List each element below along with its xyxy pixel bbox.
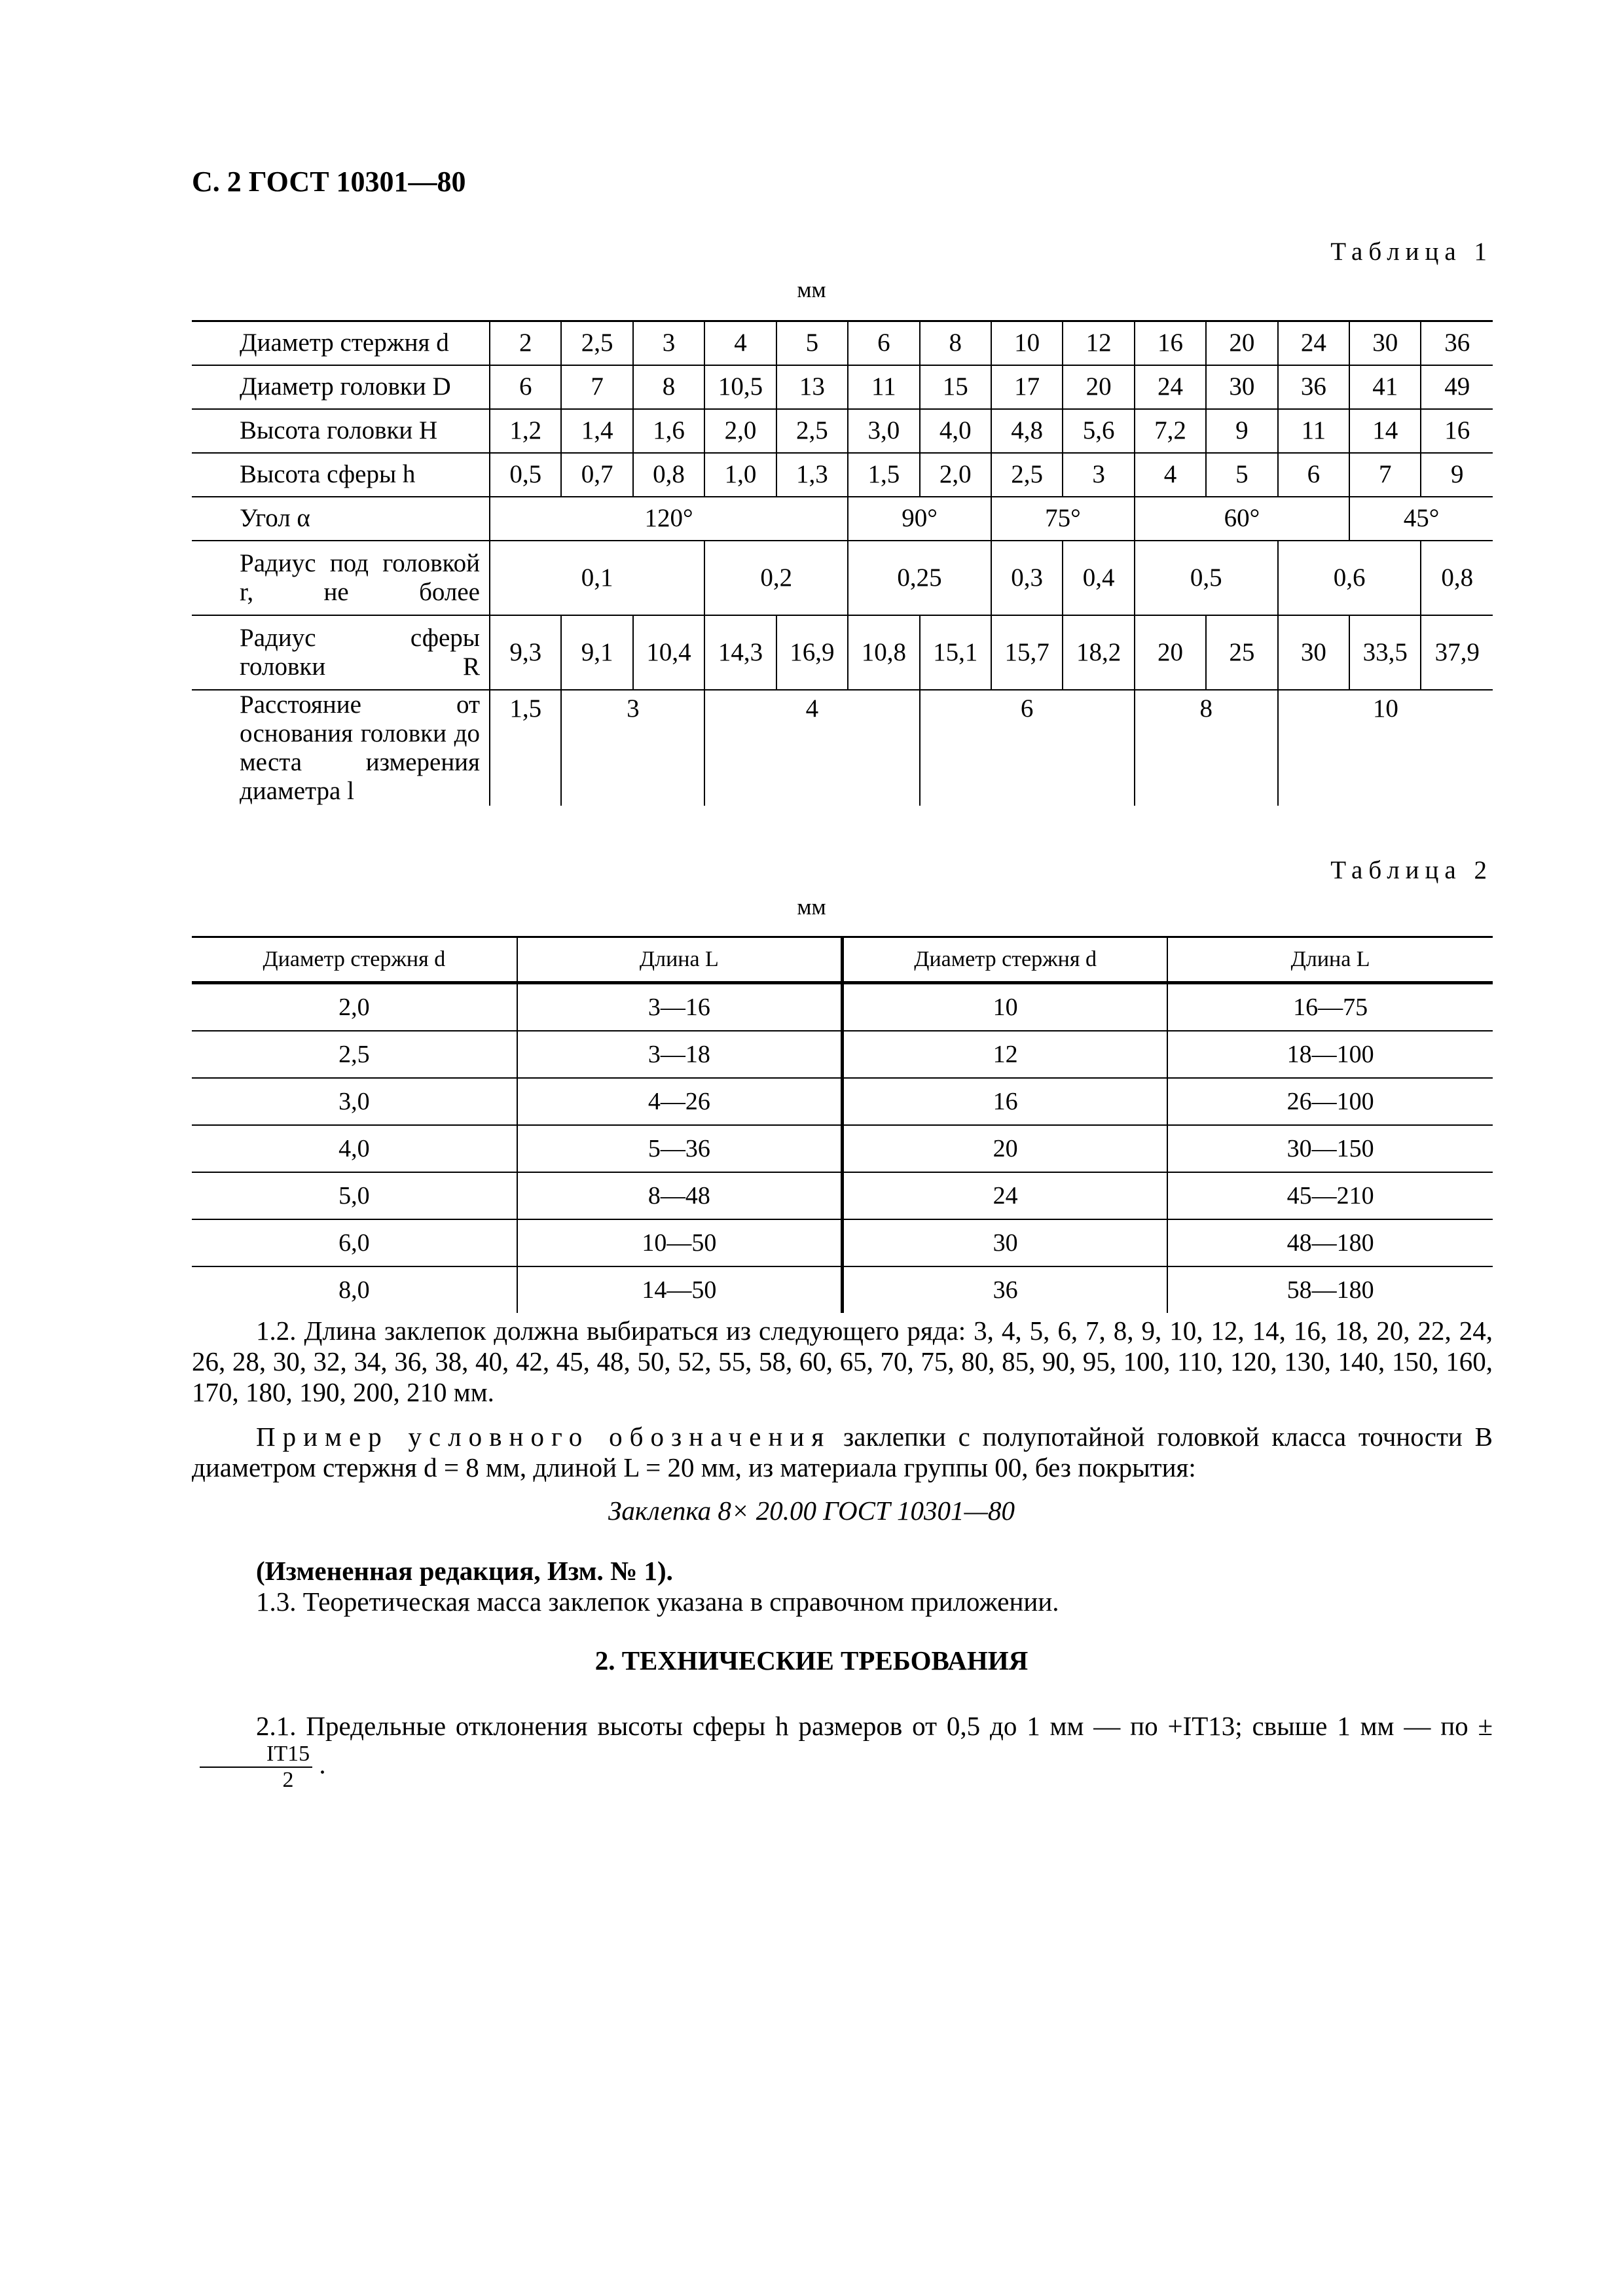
table1-cell: 2,0 bbox=[920, 453, 991, 497]
table1-cell: 3 bbox=[561, 690, 704, 806]
table1-cell: 60° bbox=[1135, 497, 1349, 541]
table1-cell: 20 bbox=[1135, 615, 1206, 690]
table1-cell: 24 bbox=[1135, 365, 1206, 409]
table1-cell: 90° bbox=[848, 497, 991, 541]
table1-cell: 10,8 bbox=[848, 615, 919, 690]
table1-cell: 16 bbox=[1135, 321, 1206, 365]
table1-cell: 13 bbox=[776, 365, 848, 409]
table2-cell: 4—26 bbox=[517, 1078, 843, 1125]
table2-row bbox=[192, 1219, 1493, 1266]
table1-row-label: Диаметр стержня d bbox=[192, 321, 490, 365]
fraction-denominator: 2 bbox=[282, 1768, 294, 1792]
table2-cell: 14—50 bbox=[517, 1266, 843, 1313]
table1-cell: 25 bbox=[1206, 615, 1277, 690]
table1-cell: 0,8 bbox=[633, 453, 704, 497]
page-header: С. 2 ГОСТ 10301—80 bbox=[192, 166, 466, 198]
table1-cell: 30 bbox=[1278, 615, 1349, 690]
table1-cell: 75° bbox=[991, 497, 1135, 541]
paragraph-2-1 bbox=[192, 1711, 1493, 1793]
table2-cell: 16—75 bbox=[1167, 983, 1493, 1031]
table1-cell: 20 bbox=[1063, 365, 1134, 409]
table1-cell: 15 bbox=[920, 365, 991, 409]
table1-cell: 2 bbox=[490, 321, 561, 365]
table1-row bbox=[192, 453, 1493, 497]
table1-cell: 0,7 bbox=[561, 453, 632, 497]
table2-cell: 6,0 bbox=[192, 1219, 517, 1266]
table1-cell: 6 bbox=[920, 690, 1135, 806]
table1-cell: 3 bbox=[633, 321, 704, 365]
table1-cell: 5,6 bbox=[1063, 409, 1134, 453]
table1-cell: 45° bbox=[1349, 497, 1493, 541]
table2-header-row bbox=[192, 937, 1493, 983]
table2-cell: 5—36 bbox=[517, 1125, 843, 1172]
table2-cell: 10—50 bbox=[517, 1219, 843, 1266]
table1-cell: 9 bbox=[1206, 409, 1277, 453]
table1-row-label: Высота головки H bbox=[192, 409, 490, 453]
table1-cell: 15,7 bbox=[991, 615, 1063, 690]
table2-cell: 30—150 bbox=[1167, 1125, 1493, 1172]
table1-cell: 1,4 bbox=[561, 409, 632, 453]
table1-cell: 10,5 bbox=[704, 365, 776, 409]
table1-cell: 11 bbox=[848, 365, 919, 409]
paragraph-1-2: 1.2. Длина заклепок должна выбираться из следующего ряда: 3, 4, 5, 6, 7, 8, 9, 10, 12, 14, 16, 18, 20, 22, 24, 26, 28, 30, 32, 34, 36, 38, 40, 42, 45, 48, 50, 52, 55, 58, 60, 65, 70, 75, 80, 85, 90, 95, 100, 110, 120, 130, 140, 150, 160, 170, 180, 190, 200, 210 мм. bbox=[192, 1316, 1493, 1407]
table1-row bbox=[192, 409, 1493, 453]
table1-cell: 1,2 bbox=[490, 409, 561, 453]
table2-cell: 24 bbox=[843, 1172, 1168, 1219]
table2-row bbox=[192, 1125, 1493, 1172]
table1-cell: 0,5 bbox=[490, 453, 561, 497]
table1-cell: 14,3 bbox=[704, 615, 776, 690]
table1-cell: 12 bbox=[1063, 321, 1134, 365]
table1-cell: 6 bbox=[1278, 453, 1349, 497]
table1-cell: 3,0 bbox=[848, 409, 919, 453]
table1-row bbox=[192, 541, 1493, 615]
table1-unit: мм bbox=[797, 277, 826, 302]
table2-header-diameter: Диаметр стержня d bbox=[843, 937, 1168, 983]
table1-cell: 0,2 bbox=[704, 541, 848, 615]
table1-row bbox=[192, 321, 1493, 365]
table1-cell: 5 bbox=[1206, 453, 1277, 497]
table1-cell: 2,5 bbox=[561, 321, 632, 365]
table2-cell: 58—180 bbox=[1167, 1266, 1493, 1313]
table1-cell: 7 bbox=[561, 365, 632, 409]
table1-cell: 0,8 bbox=[1421, 541, 1493, 615]
table1-cell: 0,4 bbox=[1063, 541, 1134, 615]
section-2-heading: 2. ТЕХНИЧЕСКИЕ ТРЕБОВАНИЯ bbox=[594, 1645, 1029, 1676]
table2-cell: 3,0 bbox=[192, 1078, 517, 1125]
table1-cell: 4,8 bbox=[991, 409, 1063, 453]
table1-cell: 18,2 bbox=[1063, 615, 1134, 690]
table2-cell: 3—18 bbox=[517, 1031, 843, 1078]
table2-cell: 45—210 bbox=[1167, 1172, 1493, 1219]
table1-cell: 4 bbox=[704, 690, 919, 806]
table1-cell: 10 bbox=[991, 321, 1063, 365]
table1-cell: 1,0 bbox=[704, 453, 776, 497]
table1-cell: 1,3 bbox=[776, 453, 848, 497]
example-lead: Пример условного обозначения bbox=[256, 1422, 831, 1452]
table1-cell: 16 bbox=[1421, 409, 1493, 453]
table1-cell: 0,6 bbox=[1278, 541, 1421, 615]
table1-cell: 9 bbox=[1421, 453, 1493, 497]
table2 bbox=[192, 936, 1493, 1313]
table2-caption: Таблица 2 bbox=[1330, 856, 1493, 884]
table2-cell: 5,0 bbox=[192, 1172, 517, 1219]
paragraph-1-3: 1.3. Теоретическая масса заклепок указана в справочном приложении. bbox=[256, 1587, 1059, 1617]
table1-cell: 16,9 bbox=[776, 615, 848, 690]
table1-caption: Таблица 1 bbox=[1330, 238, 1493, 266]
table1-cell: 14 bbox=[1349, 409, 1421, 453]
table1-cell: 8 bbox=[920, 321, 991, 365]
table2-cell: 18—100 bbox=[1167, 1031, 1493, 1078]
table1-cell: 4 bbox=[704, 321, 776, 365]
table1-row bbox=[192, 690, 1493, 806]
table1-cell: 11 bbox=[1278, 409, 1349, 453]
table1-cell: 6 bbox=[490, 365, 561, 409]
table1-cell: 2,5 bbox=[991, 453, 1063, 497]
table1-cell: 20 bbox=[1206, 321, 1277, 365]
table1-cell: 10 bbox=[1278, 690, 1493, 806]
paragraph-2-1-text: 2.1. Предельные отклонения высоты сферы h размеров от 0,5 до 1 мм — по +IT13; свыше 1 мм — по ± bbox=[256, 1711, 1493, 1741]
table1-cell: 9,1 bbox=[561, 615, 632, 690]
table2-cell: 16 bbox=[843, 1078, 1168, 1125]
table1-cell: 41 bbox=[1349, 365, 1421, 409]
table2-cell: 48—180 bbox=[1167, 1219, 1493, 1266]
table2-cell: 8,0 bbox=[192, 1266, 517, 1313]
table1-row bbox=[192, 365, 1493, 409]
table2-cell: 36 bbox=[843, 1266, 1168, 1313]
table1-cell: 0,5 bbox=[1135, 541, 1278, 615]
table1-cell: 6 bbox=[848, 321, 919, 365]
fraction-numerator: IT15 bbox=[200, 1742, 312, 1768]
table2-cell: 12 bbox=[843, 1031, 1168, 1078]
table1-cell: 9,3 bbox=[490, 615, 561, 690]
table2-cell: 3—16 bbox=[517, 983, 843, 1031]
table1-cell: 49 bbox=[1421, 365, 1493, 409]
revision-note: (Измененная редакция, Изм. № 1). bbox=[256, 1556, 673, 1586]
table1-cell: 1,5 bbox=[848, 453, 919, 497]
table1-cell: 0,3 bbox=[991, 541, 1063, 615]
table1-row-label: Диаметр головки D bbox=[192, 365, 490, 409]
table1-row bbox=[192, 615, 1493, 690]
table1-cell: 7,2 bbox=[1135, 409, 1206, 453]
table2-cell: 30 bbox=[843, 1219, 1168, 1266]
table1-cell: 0,25 bbox=[848, 541, 991, 615]
table1-cell: 1,5 bbox=[490, 690, 561, 806]
table2-header-length: Длина L bbox=[517, 937, 843, 983]
table1-row bbox=[192, 497, 1493, 541]
table1-cell: 1,6 bbox=[633, 409, 704, 453]
table1-cell: 7 bbox=[1349, 453, 1421, 497]
table2-cell: 20 bbox=[843, 1125, 1168, 1172]
table1-cell: 37,9 bbox=[1421, 615, 1493, 690]
table1-cell: 8 bbox=[633, 365, 704, 409]
table2-cell: 26—100 bbox=[1167, 1078, 1493, 1125]
table1-cell: 120° bbox=[490, 497, 848, 541]
table1-cell: 17 bbox=[991, 365, 1063, 409]
table1-row-label: Расстояние от основания головки до места измерения диаметра l bbox=[192, 690, 490, 806]
table1-cell: 30 bbox=[1349, 321, 1421, 365]
table2-row bbox=[192, 1031, 1493, 1078]
table2-row bbox=[192, 1266, 1493, 1313]
table1-cell: 24 bbox=[1278, 321, 1349, 365]
table1-row-label: Радиус под головкой r, не более bbox=[192, 541, 490, 615]
table1-cell: 15,1 bbox=[920, 615, 991, 690]
example-rest: заклепки с полупотайной головкой класса точности В диаметром стержня d = 8 мм, длиной L = 20 мм, из материала группы 00, без покрытия: bbox=[192, 1422, 1493, 1482]
table2-cell: 2,5 bbox=[192, 1031, 517, 1078]
table2-cell: 8—48 bbox=[517, 1172, 843, 1219]
table1-cell: 33,5 bbox=[1349, 615, 1421, 690]
table1-cell: 36 bbox=[1278, 365, 1349, 409]
table1-cell: 3 bbox=[1063, 453, 1134, 497]
table1-cell: 4,0 bbox=[920, 409, 991, 453]
table2-header-diameter: Диаметр стержня d bbox=[192, 937, 517, 983]
table1-cell: 30 bbox=[1206, 365, 1277, 409]
table1-row-label: Высота сферы h bbox=[192, 453, 490, 497]
paragraph-example bbox=[192, 1422, 1493, 1483]
table1-row-label: Угол α bbox=[192, 497, 490, 541]
table2-cell: 10 bbox=[843, 983, 1168, 1031]
table2-row bbox=[192, 1078, 1493, 1125]
fraction bbox=[200, 1742, 312, 1793]
table2-row bbox=[192, 1172, 1493, 1219]
table1-cell: 4 bbox=[1135, 453, 1206, 497]
table1-cell: 2,5 bbox=[776, 409, 848, 453]
table1-cell: 2,0 bbox=[704, 409, 776, 453]
table1-cell: 10,4 bbox=[633, 615, 704, 690]
table1-row-label: Радиус сферы головки R bbox=[192, 615, 490, 690]
example-designation: Заклепка 8× 20.00 ГОСТ 10301—80 bbox=[608, 1496, 1015, 1526]
table1-cell: 0,1 bbox=[490, 541, 704, 615]
table1-cell: 5 bbox=[776, 321, 848, 365]
table1 bbox=[192, 320, 1493, 806]
table2-header-length: Длина L bbox=[1167, 937, 1493, 983]
table1-cell: 8 bbox=[1135, 690, 1278, 806]
table2-unit: мм bbox=[797, 894, 826, 920]
table2-cell: 2,0 bbox=[192, 983, 517, 1031]
table2-cell: 4,0 bbox=[192, 1125, 517, 1172]
paragraph-2-1-end: . bbox=[319, 1749, 326, 1780]
table2-row bbox=[192, 983, 1493, 1031]
table1-cell: 36 bbox=[1421, 321, 1493, 365]
